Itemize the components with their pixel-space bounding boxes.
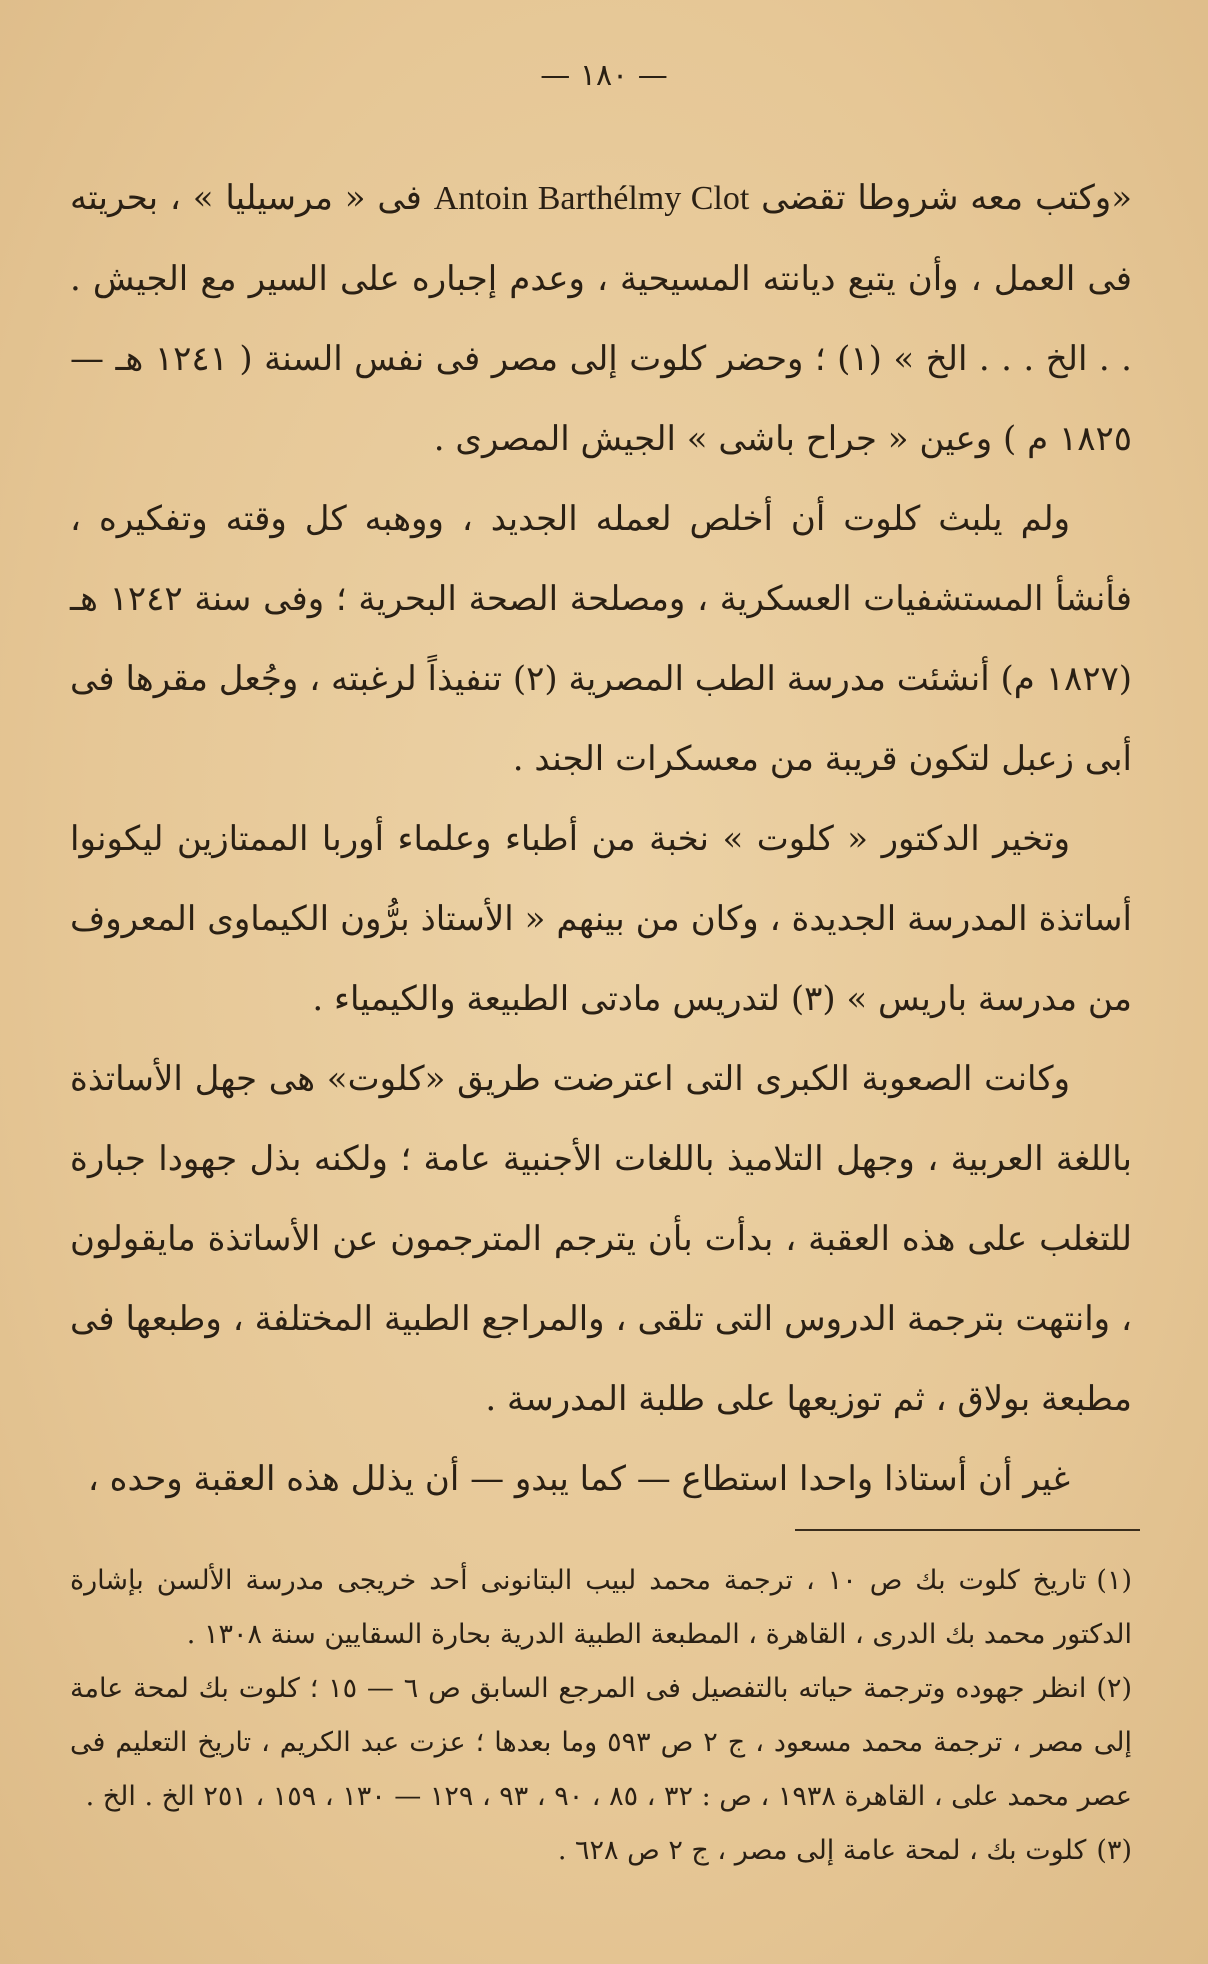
footnote-1 bbox=[70, 1554, 1132, 1662]
paragraph-1 bbox=[70, 158, 1132, 479]
main-text bbox=[70, 158, 1132, 1519]
footnote-number: (٣) bbox=[1096, 1835, 1132, 1866]
paragraph-5: غير أن أستاذا واحدا استطاع — كما يبدو — أن يذلل هذه العقبة وحده ، bbox=[87, 1459, 1070, 1499]
paragraph-4: وكانت الصعوبة الكبرى التى اعترضت طريق «كلوت» هى جهل الأساتذة باللغة العربية ، وجهل التلاميذ باللغات الأجنبية عامة ؛ ولكنه بذل جهودا جبارة للتغلب على هذه العقبة ، بدأت بأن يترجم المترجمون عن الأساتذة مايقولون ، وانتهت بترجمة الدروس التى تلقى ، والمراجع الطبية المختلفة ، وطبعها فى مطبعة بولاق ، ثم توزيعها على طلبة المدرسة . bbox=[70, 1059, 1132, 1419]
footnote-3 bbox=[70, 1824, 1132, 1878]
footnotes bbox=[70, 1554, 1132, 1878]
footnote-divider bbox=[795, 1529, 1140, 1531]
page-number: — ١٨٠ — bbox=[540, 58, 668, 93]
footnote-text: كلوت بك ، لمحة عامة إلى مصر ، ج ٢ ص ٦٢٨ . bbox=[557, 1835, 1087, 1866]
footnote-2 bbox=[70, 1662, 1132, 1824]
footnote-text: انظر جهوده وترجمة حياته بالتفصيل فى المرجع السابق ص ٦ — ١٥ ؛ كلوت بك لمحة عامة إلى مصر ، ترجمة محمد مسعود ، ج ٢ ص ٥٩٣ وما بعدها ؛ عزت عبد الكريم ، تاريخ التعليم فى عصر محمد على ، القاهرة ١٩٣٨ ، ص : ٣٢ ، ٨٥ ، ٩٠ ، ٩٣ ، ١٢٩ — ١٣٠ ، ١٥٩ ، ٢٥١ الخ . الخ . bbox=[70, 1673, 1132, 1812]
latin-name: Antoin Barthélmy Clot bbox=[433, 180, 750, 217]
footnote-number: (١) bbox=[1096, 1565, 1132, 1596]
footnote-text: تاريخ كلوت بك ص ١٠ ، ترجمة محمد لبيب البتانونى أحد خريجى مدرسة الألسن بإشارة الدكتور محمد بك الدرى ، القاهرة ، المطبعة الطبية الدرية بحارة السقايين سنة ١٣٠٨ . bbox=[70, 1565, 1132, 1650]
paragraph-2: ولم يلبث كلوت أن أخلص لعمله الجديد ، ووهبه كل وقته وتفكيره ، فأنشأ المستشفيات العسكرية ، ومصلحة الصحة البحرية ؛ وفى سنة ١٢٤٢ هـ (١٨٢٧ م) أنشئت مدرسة الطب المصرية (٢) تنفيذاً لرغبته ، وجُعل مقرها فى أبى زعبل لتكون قريبة من معسكرات الجند . bbox=[70, 499, 1132, 779]
paragraph-1-rest: فى « مرسيليا » ، بحريته فى العمل ، وأن يتبع ديانته المسيحية ، وعدم إجباره على السير مع الجيش . . . الخ . . . الخ » (١) ؛ وحضر كلوت إلى مصر فى نفس السنة ( ١٢٤١ هـ — ١٨٢٥ م ) وعين « جراح باشى » الجيش المصرى . bbox=[70, 178, 1132, 459]
paragraph-1-start: «وكتب معه شروطا تقضى bbox=[761, 178, 1132, 218]
paragraph-3: وتخير الدكتور « كلوت » نخبة من أطباء وعلماء أوربا الممتازين ليكونوا أساتذة المدرسة الجديدة ، وكان من بينهم « الأستاذ برُّون الكيماوى المعروف من مدرسة باريس » (٣) لتدريس مادتى الطبيعة والكيمياء . bbox=[70, 819, 1132, 1019]
footnote-number: (٢) bbox=[1096, 1673, 1132, 1704]
